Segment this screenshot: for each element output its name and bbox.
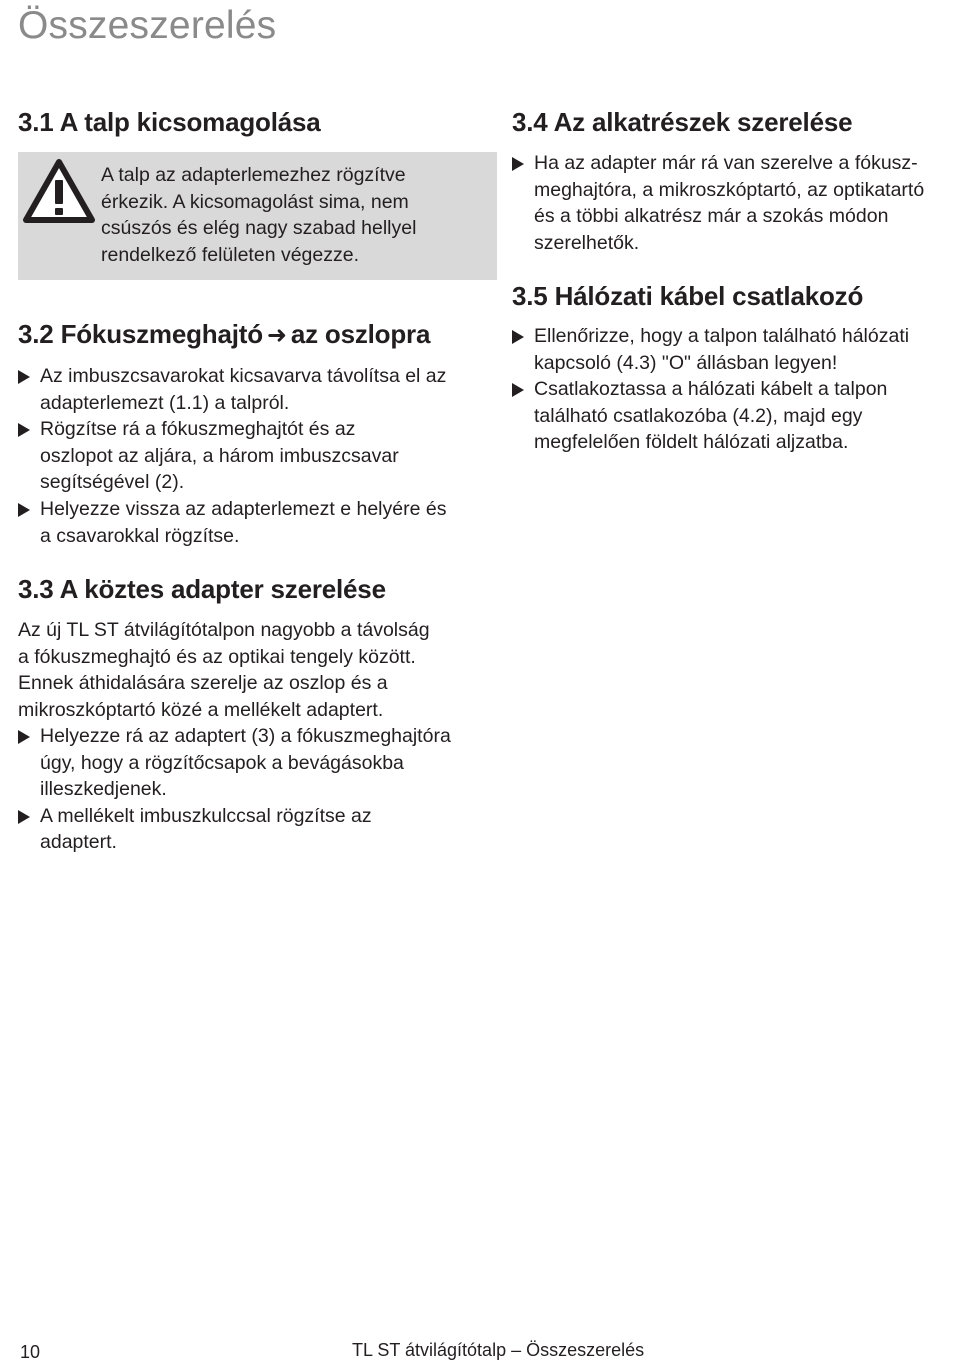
list-item: Helyezze rá az adaptert (3) a fókuszmeghajtóra úgy, hogy a rögzítőcsapok a bevágásokba illeszkedjenek. xyxy=(18,723,488,803)
triangle-bullet-icon xyxy=(18,503,30,517)
page-title: Összeszerelés xyxy=(18,4,277,47)
page-footer: TL ST átvilágítótalp – Összeszerelés xyxy=(352,1340,645,1360)
list-item: Az imbuszcsavarokat kicsavarva távolítsa el az adapterlemezt (1.1) a talpról. xyxy=(18,363,488,416)
section-3-4-list xyxy=(512,150,957,256)
list-item: Csatlakoztassa a hálózati kábelt a talpon található csatlakozóba (4.2), majd egy megfelelően földelt hálózati aljzatba. xyxy=(512,376,957,456)
triangle-bullet-icon xyxy=(18,730,30,744)
section-3-2-list xyxy=(18,363,488,549)
triangle-bullet-icon xyxy=(18,810,30,824)
list-item: Ha az adapter már rá van szerelve a fókusz- meghajtóra, a mikroszkóptartó, az optikatartó és a többi alkatrész már a szokás módon szerelhetők. xyxy=(512,150,957,256)
warning-triangle-icon xyxy=(22,158,96,224)
triangle-bullet-icon xyxy=(18,370,30,384)
section-3-3-list xyxy=(18,723,488,856)
triangle-bullet-icon xyxy=(18,423,30,437)
section-3-2-heading: 3.2 Fókuszmeghajtó ➜ az oszlopra xyxy=(18,319,431,349)
section-3-3-paragraph: Az új TL ST átvilágítótalpon nagyobb a távolság a fókuszmeghajtó és az optikai tengely között. Ennek áthidalására szerelje az oszlop és a mikroszkóptartó közé a mellékelt adaptert. xyxy=(18,619,430,721)
section-3-5-heading: 3.5 Hálózati kábel csatlakozó xyxy=(512,281,864,311)
list-item: Ellenőrizze, hogy a talpon található hálózati kapcsoló (4.3) "O" állásban legyen! xyxy=(512,323,957,376)
section-3-5-list xyxy=(512,323,957,456)
arrow-right-icon: ➜ xyxy=(266,322,287,349)
page-number: 10 xyxy=(20,1342,41,1362)
triangle-bullet-icon xyxy=(512,157,524,171)
list-item: Rögzítse rá a fókuszmeghajtót és az oszlopot az aljára, a három imbuszcsavar segítségével (2). xyxy=(18,416,488,496)
warning-box xyxy=(18,152,497,280)
section-3-4-heading: 3.4 Az alkatrészek szerelése xyxy=(512,107,853,137)
section-3-1-heading: 3.1 A talp kicsomagolása xyxy=(18,107,321,137)
list-item: A mellékelt imbuszkulccsal rögzítse az adaptert. xyxy=(18,803,488,856)
warning-text: A talp az adapterlemezhez rögzítve érkezik. A kicsomagolást sima, nem csúszós és elég nagy szabad hellyel rendelkező felületen végezze. xyxy=(101,164,417,266)
list-item: Helyezze vissza az adapterlemezt e helyére és a csavarokkal rögzítse. xyxy=(18,496,488,549)
triangle-bullet-icon xyxy=(512,330,524,344)
section-3-3-heading: 3.3 A köztes adapter szerelése xyxy=(18,574,386,604)
triangle-bullet-icon xyxy=(512,383,524,397)
